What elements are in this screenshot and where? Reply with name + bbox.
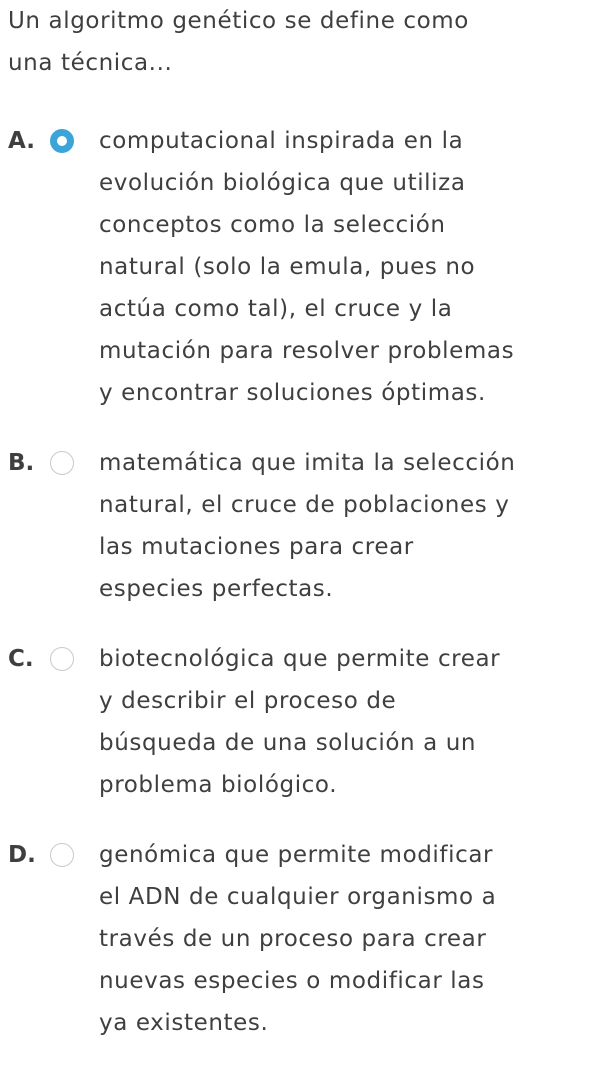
option-c-text[interactable]: biotecnológica que permite crear y describir el proceso de búsqueda de una solución a un problema biológico. [99,646,501,798]
option-a-text[interactable]: computacional inspirada en la evolución biológica que utiliza conceptos como la selección natural (solo la emula, pues no actúa como tal), el cruce y la mutación para resolver problemas y encontrar soluciones óptimas. [99,128,515,406]
option-c-letter: C. [8,646,34,672]
option-d-text[interactable]: genómica que permite modificar el ADN de cualquier organismo a través de un proceso para crear nuevas especies o modificar las ya existentes. [99,842,497,1036]
option-b-radio[interactable] [50,451,74,475]
option-a-radio[interactable] [50,129,74,153]
option-d-radio[interactable] [50,843,74,867]
option-c-radio[interactable] [50,647,74,671]
option-a-letter: A. [8,128,35,154]
option-b-text[interactable]: matemática que imita la selección natural, el cruce de poblaciones y las mutaciones para crear especies perfectas. [99,450,516,602]
option-b-letter: B. [8,450,35,476]
option-d-letter: D. [8,842,36,868]
question-text: Un algoritmo genético se define como una técnica... [8,8,469,76]
